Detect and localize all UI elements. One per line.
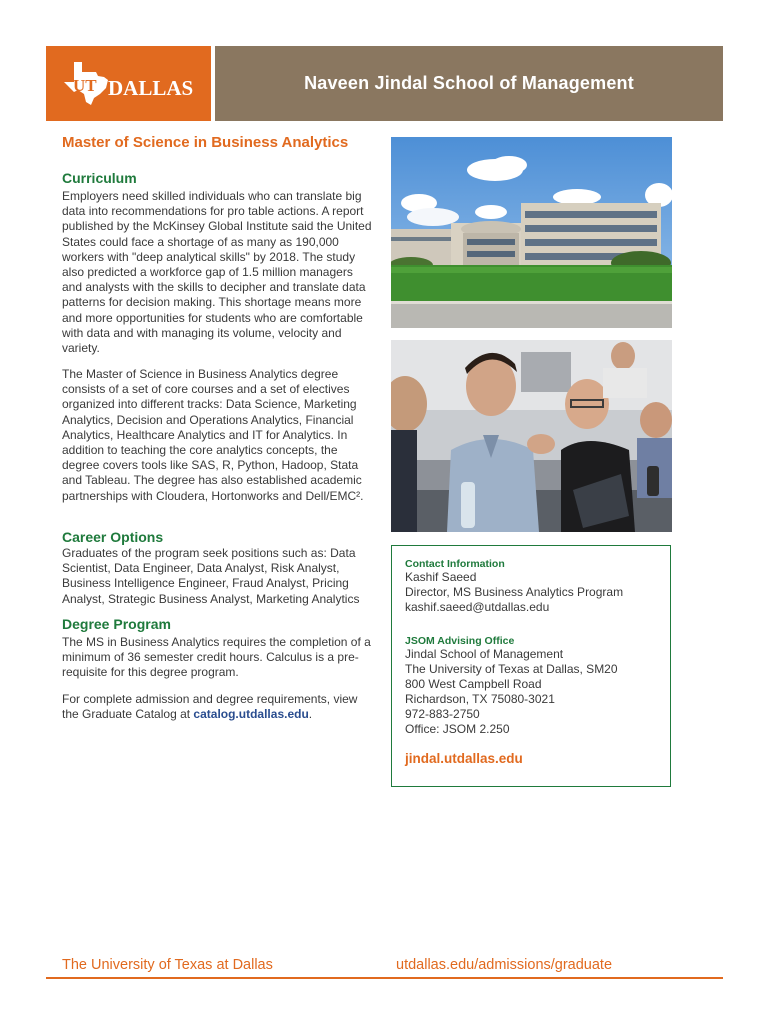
contact-role: Director, MS Business Analytics Program [405,585,624,599]
contact-label: Contact Information [405,558,505,570]
curriculum-paragraph-1: Employers need skilled individuals who can translate big data into recommendations for pro table actions. A report published by the McKinsey Global Institute said the United States could face a shortage of as many as 190,000 workers with "deep analytical skills" by 2018. The study also predicted a workforce gap of 1.5 million managers and analysts with the skills to decipher and translate data patterns for decision making. This shortage means more and more opportunities for students who are comfortable with data and with managing its volume, velocity and variety. [62,189,372,356]
office-location: Office: JSOM 2.250 [405,722,510,736]
ut-dallas-logo-block [46,46,211,121]
degree-paragraph-1: The MS in Business Analytics requires the completion of a minimum of 36 semester credit hours. Calculus is a pre-requisite for this degree program. [62,635,371,680]
address-line-1: Jindal School of Management [405,647,564,661]
footer-university-name: The University of Texas at Dallas [62,957,273,973]
school-name: Naveen Jindal School of Management [304,73,634,93]
career-paragraph: Graduates of the program seek positions such as: Data Scientist, Data Engineer, Data Analyst, Risk Analyst, Business Intelligence Engineer, Fraud Analyst, Pricing Analyst, Strategic Business Analyst, Marketing Analytics [62,546,360,606]
school-header-bar [215,46,723,121]
advising-label: JSOM Advising Office [405,635,515,647]
footer-divider [46,977,723,979]
degree-paragraph-2-text: For complete admission and degree requirements, view the Graduate Catalog at [62,692,358,722]
students-classroom-photo [391,340,672,532]
curriculum-paragraph-2: The Master of Science in Business Analytics degree consists of a set of core courses and a set of electives organized into different tracks: Data Science, Marketing Analytics, Decision and Operations Analytics, Financial Analytics, Healthcare Analytics and IT for Analytics. In addition to teaching the core analytics concepts, the degree covers tools like SAS, R, Python, Hadoop, Stata and Tableau. The degree has also established academic partnerships with Cloudera, Hortonworks and Dell/EMC². [62,367,364,503]
footer-admissions-link[interactable]: utdallas.edu/admissions/graduate [396,957,613,973]
address-line-3: 800 West Campbell Road [405,677,542,691]
degree-paragraph-2 [62,692,372,722]
degree-heading: Degree Program [62,616,171,632]
contact-email[interactable]: kashif.saeed@utdallas.edu [405,600,550,614]
ut-dallas-logo[interactable] [60,58,200,108]
curriculum-heading: Curriculum [62,170,137,186]
contact-box [391,545,671,787]
phone-number: 972-883-2750 [405,707,480,721]
address-line-2: The University of Texas at Dallas, SM20 [405,662,618,676]
svg-text:DALLAS: DALLAS [108,76,194,100]
page-title: Master of Science in Business Analytics [62,134,349,151]
campus-building-photo [391,137,672,328]
address-line-4: Richardson, TX 75080-3021 [405,692,555,706]
svg-text:UT: UT [73,76,97,95]
contact-name: Kashif Saeed [405,570,477,584]
jindal-website-link[interactable]: jindal.utdallas.edu [405,751,523,766]
degree-paragraph-2-end: . [308,707,313,722]
career-heading: Career Options [62,529,164,545]
catalog-link[interactable]: catalog.utdallas.edu [193,707,309,722]
